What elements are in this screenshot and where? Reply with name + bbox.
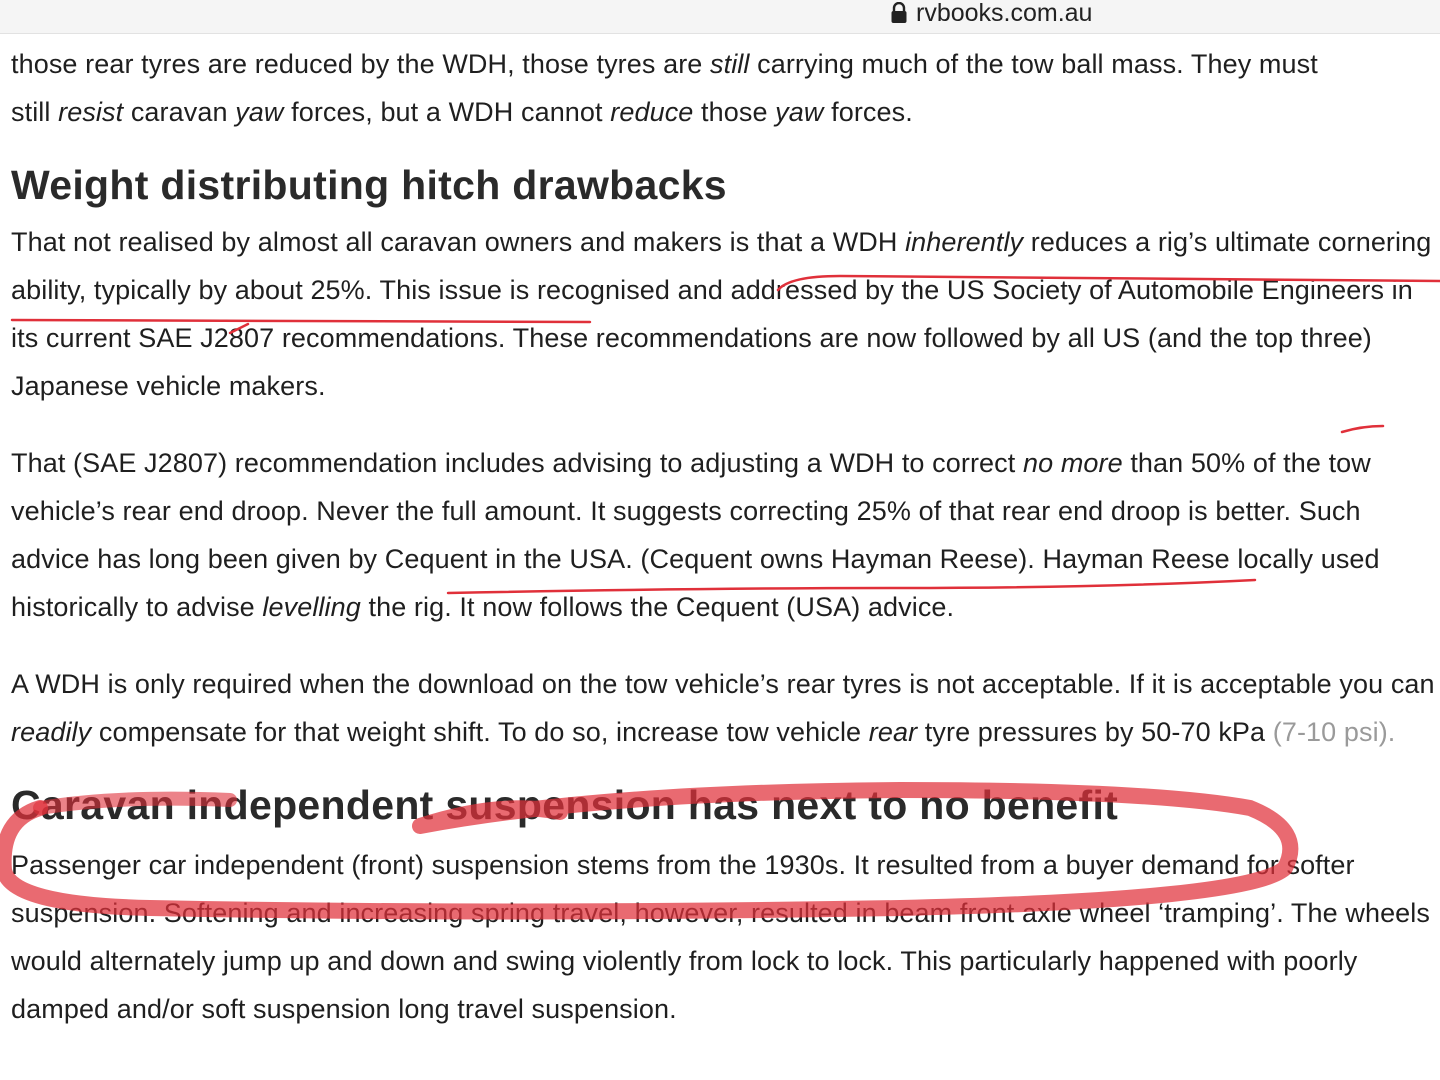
p3-em-readily: readily bbox=[11, 717, 92, 747]
intro-text-6: those bbox=[693, 97, 776, 127]
intro-em-yaw-2: yaw bbox=[775, 97, 824, 127]
p2-text-c: the rig. It now follows the Cequent (USA) advice. bbox=[360, 592, 955, 622]
p1-em-inherently: inherently bbox=[905, 227, 1024, 257]
url-display[interactable] bbox=[890, 0, 1092, 26]
p2-text-a: That (SAE J2807) recommendation includes advising to adjusting a WDH to correct bbox=[11, 448, 1023, 478]
p3-text-a: A WDH is only required when the download on the tow vehicle’s rear tyres is not acceptable. If it is acceptable you can bbox=[11, 669, 1435, 699]
p3-text-c: tyre pressures by 50-70 kPa bbox=[917, 717, 1273, 747]
p2-em-levelling: levelling bbox=[262, 592, 361, 622]
intro-text-5: forces, but a WDH cannot bbox=[283, 97, 611, 127]
intro-text-3: still bbox=[11, 97, 59, 127]
intro-em-still: still bbox=[710, 49, 750, 79]
paragraph-wdh-required bbox=[11, 660, 1440, 756]
intro-em-resist: resist bbox=[58, 97, 124, 127]
p3-text-b: compensate for that weight shift. To do so, increase tow vehicle bbox=[91, 717, 869, 747]
paragraph-independent-suspension: Passenger car independent (front) suspension stems from the 1930s. It resulted from a buyer demand for softer suspension. Softening and increasing spring travel, however, resulted in beam front axle wheel ‘tramping’. The wheels would alternately jump up and down and swing violently from lock to lock. This particularly happened with poorly damped and/or soft suspension long travel suspension. bbox=[11, 850, 1430, 1024]
intro-text-4: caravan bbox=[123, 97, 236, 127]
intro-text-1: those rear tyres are reduced by the WDH, those tyres are bbox=[11, 49, 710, 79]
heading-wdh-drawbacks: Weight distributing hitch drawbacks bbox=[11, 162, 727, 208]
p1-text-b: reduces a rig’s ultimate cornering ability, typically by about 25%. This issue is recognised and addressed by the US Society of Automobile Engineers in its current SAE J2807 recommendations. These recommendations are now followed by all US (and the top three) Japanese vehicle makers. bbox=[11, 227, 1432, 401]
intro-text-2: carrying much of the tow ball mass. They must bbox=[749, 49, 1318, 79]
paragraph-sae-recommendation bbox=[11, 439, 1440, 631]
p1-text-a: That not realised by almost all caravan owners and makers is that a WDH bbox=[11, 227, 906, 257]
intro-text-7: forces. bbox=[823, 97, 913, 127]
p3-text-faded: (7-10 psi). bbox=[1272, 717, 1396, 747]
intro-em-reduce: reduce bbox=[610, 97, 694, 127]
browser-address-bar[interactable] bbox=[0, 0, 1440, 34]
url-text: rvbooks.com.au bbox=[916, 0, 1093, 27]
p2-em-no-more: no more bbox=[1022, 448, 1123, 478]
paragraph-wdh-cornering bbox=[11, 218, 1440, 410]
intro-em-yaw: yaw bbox=[235, 97, 284, 127]
article-body bbox=[11, 40, 1440, 1033]
p2-text-b: than 50% of the tow vehicle’s rear end droop. Never the full amount. It suggests correcting 25% of that rear end droop is better. Such advice has long been given by Cequent in the USA. (Cequent owns Hayman Reese). Hayman Reese locally used historically to advise bbox=[11, 448, 1380, 622]
lock-icon bbox=[890, 2, 908, 24]
p3-em-rear: rear bbox=[868, 717, 918, 747]
intro-paragraph bbox=[11, 40, 1440, 136]
heading-independent-suspension: Caravan independent suspension has next to no benefit bbox=[11, 782, 1119, 828]
